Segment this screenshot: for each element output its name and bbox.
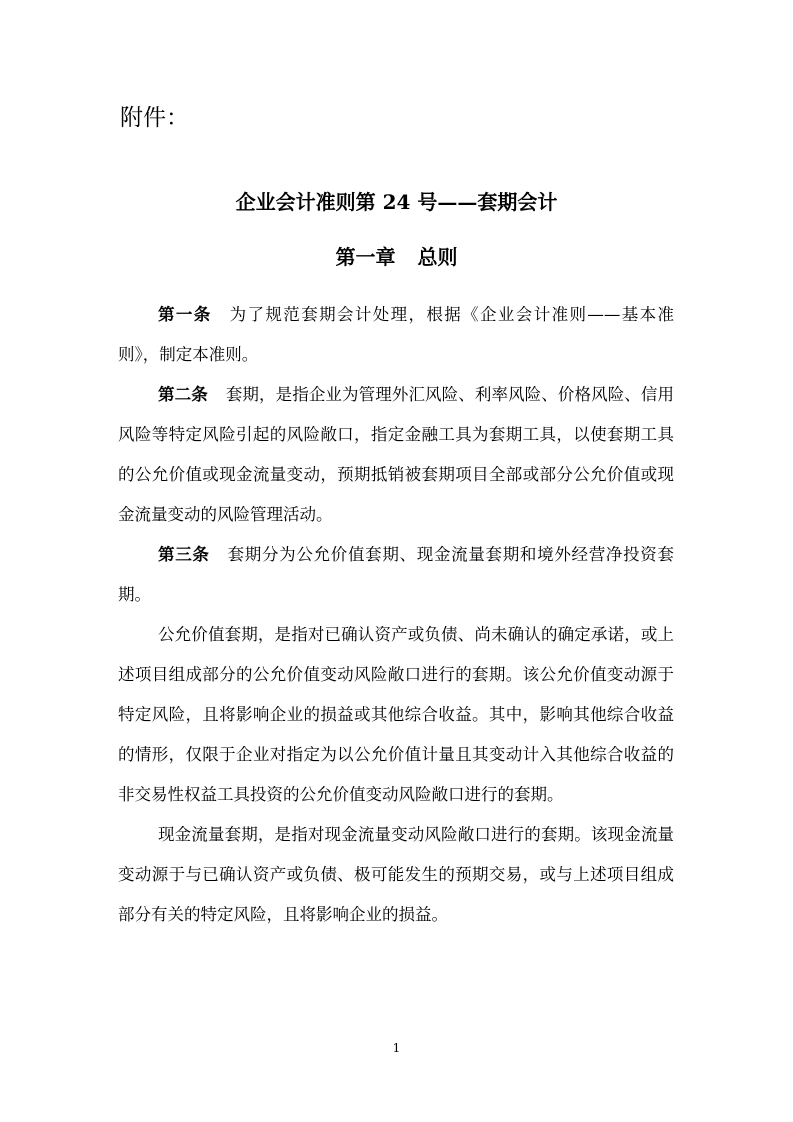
paragraph-text: 套期分为公允价值套期、现金流量套期和境外经营净投资套期。 bbox=[118, 545, 675, 604]
page-number: 1 bbox=[392, 1041, 401, 1055]
attachment-label: 附件： bbox=[120, 105, 189, 131]
paragraph-text: 套期，是指企业为管理外汇风险、利率风险、价格风险、信用风险等特定风险引起的风险敞口，指定金融工具为套期工具，以使套期工具的公允价值或现金流量变动，预期抵销被套期项目全部或部分公允价值或现金流量变动的风险管理活动。 bbox=[118, 385, 675, 524]
paragraph-text: 公允价值套期，是指对已确认资产或负债、尚未确认的确定承诺，或上述项目组成部分的公允价值变动风险敞口进行的套期。该公允价值变动源于特定风险，且将影响企业的损益或其他综合收益。其中，影响其他综合收益的情形，仅限于企业对指定为以公允价值计量且其变动计入其他综合收益的非交易性权益工具投资的公允价值变动风险敞口进行的套期。 bbox=[118, 625, 674, 804]
document-title: 企业会计准则第 24 号——套期会计 bbox=[235, 190, 558, 214]
chapter-number: 第一章 bbox=[335, 245, 396, 269]
article-label: 第三条 bbox=[158, 545, 210, 564]
article-label: 第二条 bbox=[158, 385, 208, 404]
paragraph-text: 为了规范套期会计处理，根据《企业会计准则——基本准则》，制定本准则。 bbox=[118, 305, 675, 364]
article-label: 第一条 bbox=[158, 305, 212, 324]
article-paragraph bbox=[118, 295, 674, 375]
chapter-name: 总则 bbox=[417, 245, 458, 269]
document-body bbox=[118, 295, 674, 935]
chapter-heading bbox=[0, 237, 793, 277]
article-paragraph bbox=[118, 535, 674, 615]
body-paragraph bbox=[118, 615, 674, 815]
article-paragraph bbox=[118, 375, 674, 535]
paragraph-text: 现金流量套期，是指对现金流量变动风险敞口进行的套期。该现金流量变动源于与已确认资产或负债、极可能发生的预期交易，或与上述项目组成部分有关的特定风险，且将影响企业的损益。 bbox=[118, 825, 674, 924]
body-paragraph bbox=[118, 815, 674, 935]
